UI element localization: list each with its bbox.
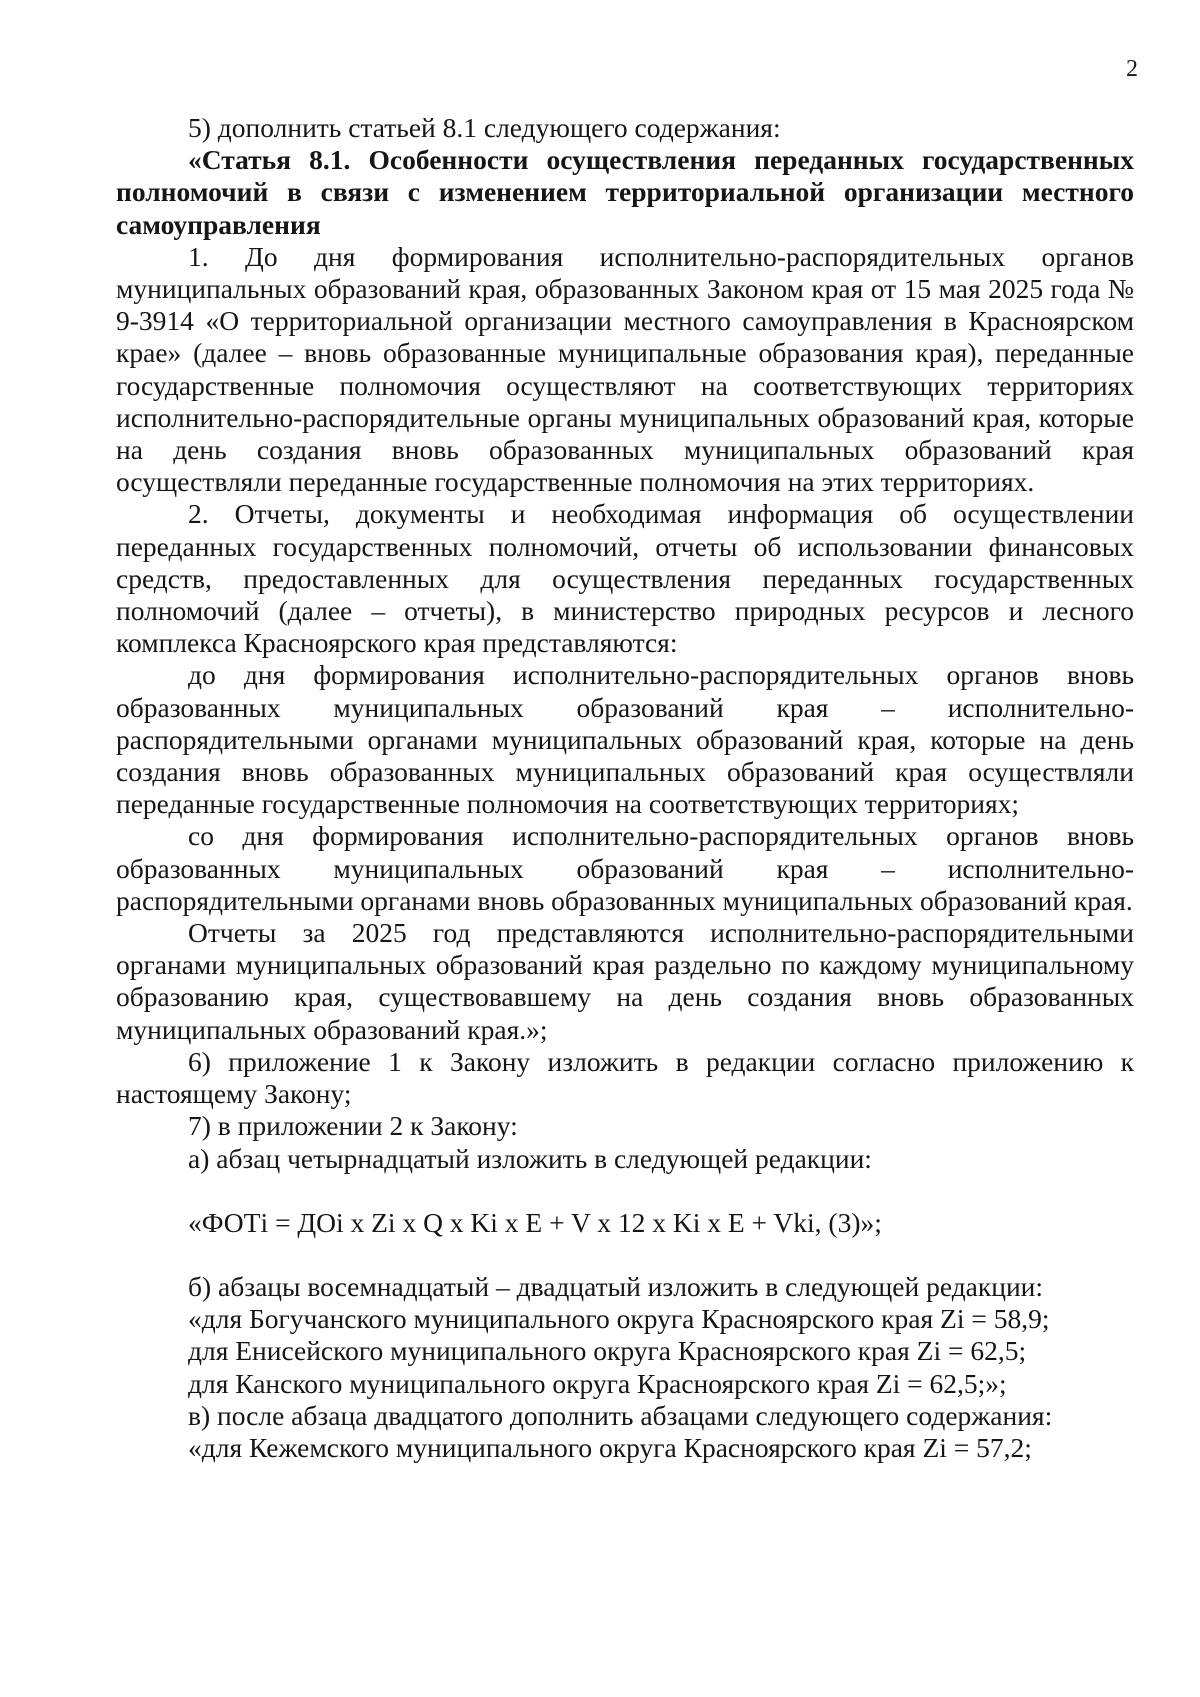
formula: «ФОТi = ДОi x Zi x Q x Ki x E + V x 12 x Ki x E + Vki, (3)»;: [188, 1206, 882, 1238]
paragraph-item-7b: б) абзацы восемнадцатый – двадцатый изложить в следующей редакции:: [188, 1270, 1044, 1302]
paragraph-item-5: 5) дополнить статьей 8.1 следующего содержания:: [188, 112, 781, 143]
paragraph-item-7v: в) после абзаца двадцатого дополнить абзацами следующего содержания:: [188, 1399, 1053, 1431]
paragraph-article-point-2: 2. Отчеты, документы и необходимая информация об осуществлении переданных государственных полномочий, отчеты об использовании финансовых средств, предоставленных для осуществления переданных государственных полномочий (далее – отчеты), в министерство природных ресурсов и лесного комплекса Красноярского края представляются:: [116, 498, 1134, 659]
paragraph-zi-kezhma: «для Кежемского муниципального округа Красноярского края Zi = 57,2;: [188, 1431, 1032, 1463]
paragraph-item-7a: а) абзац четырнадцатый изложить в следующей редакции:: [188, 1142, 872, 1174]
paragraph-reports-before: до дня формирования исполнительно-распорядительных органов вновь образованных муниципальных образований края – исполнительно-распорядительными органами муниципальных образований края, которые на день создания вновь образованных муниципальных образований края осуществляли переданные государственные полномочия на соответствующих территориях;: [116, 659, 1134, 820]
paragraph-item-6: 6) приложение 1 к Закону изложить в редакции согласно приложению к настоящему Закону;: [116, 1045, 1134, 1110]
paragraph-zi-yeniseysk: для Енисейского муниципального округа Красноярского края Zi = 62,5;: [188, 1335, 1027, 1367]
paragraph-reports-after: со дня формирования исполнительно-распорядительных органов вновь образованных муниципальных образований края – исполнительно-распорядительными органами вновь образованных муниципальных образований края.: [116, 820, 1134, 916]
paragraph-article-point-1: 1. До дня формирования исполнительно-распорядительных органов муниципальных образований края, образованных Законом края от 15 мая 2025 года № 9-3914 «О территориальной организации местного самоуправления в Красноярском крае» (далее – вновь образованные муниципальные образования края), переданные государственные полномочия осуществляют на соответствующих территориях исполнительно-распорядительные органы муниципальных образований края, которые на день создания вновь образованных муниципальных образований края осуществляли переданные государственные полномочия на этих территориях.: [116, 240, 1134, 498]
paragraph-zi-boguchany: «для Богучанского муниципального округа Красноярского края Zi = 58,9;: [188, 1303, 1050, 1335]
paragraph-item-7: 7) в приложении 2 к Закону:: [188, 1110, 518, 1142]
document-body: [116, 112, 1134, 1464]
article-title: «Статья 8.1. Особенности осуществления переданных государственных полномочий в связи с изменением территориальной организации местного самоуправления: [116, 144, 1134, 240]
page-number: 2: [1126, 56, 1138, 82]
paragraph-reports-2025: Отчеты за 2025 год представляются исполнительно-распорядительными органами муниципальных образований края раздельно по каждому муниципальному образованию края, существовавшему на день создания вновь образованных муниципальных образований края.»;: [116, 917, 1134, 1045]
paragraph-zi-kansk: для Канского муниципального округа Красноярского края Zi = 62,5;»;: [188, 1367, 1007, 1399]
